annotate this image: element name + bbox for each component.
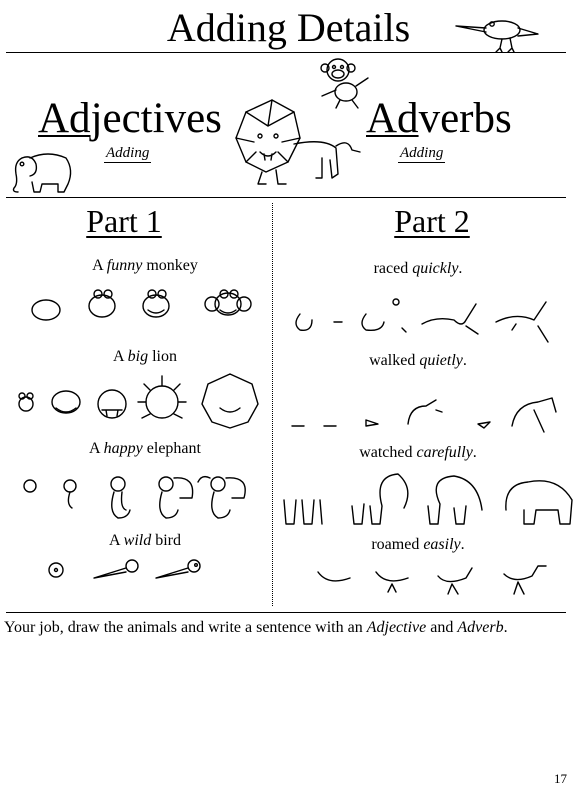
adverbs-rest: verbs	[418, 95, 512, 142]
adjectives-lead: Ad	[38, 95, 91, 142]
adjectives-subtitle: Adding	[106, 145, 150, 161]
footer-rule	[6, 612, 566, 613]
adverbs-lead: Ad	[366, 95, 419, 142]
part2-row-1-caption: raced quickly.	[373, 260, 463, 277]
part2-row-2-caption: walked quietly.	[369, 352, 467, 369]
roamed-steps	[312, 562, 550, 598]
part1-row-1-caption: A funny monkey	[92, 257, 198, 274]
bird-icon	[452, 10, 542, 52]
adjectives-rest: jectives	[90, 95, 222, 142]
title-rule	[6, 52, 566, 53]
bird-steps	[44, 558, 214, 582]
lion-icon	[236, 98, 370, 190]
adjectives-heading	[38, 94, 222, 143]
watched-steps	[278, 470, 576, 530]
part2-heading: Part 2	[394, 203, 470, 239]
elephant-icon	[8, 148, 74, 196]
part1-heading: Part 1	[86, 203, 162, 239]
instruction-text: Your job, draw the animals and write a sentence with an Adjective and Adverb.	[4, 619, 508, 636]
column-divider	[272, 203, 273, 606]
part1-row-3-caption: A happy elephant	[89, 440, 201, 457]
part2-row-3-caption: watched carefully.	[359, 444, 477, 461]
part1-row-4-caption: A wild bird	[108, 532, 181, 549]
part2-row-4-caption: roamed easily.	[371, 536, 465, 553]
adverbs-subtitle: Adding	[400, 145, 444, 161]
part1-row-2-caption: A big lion	[112, 348, 177, 365]
elephant-steps	[18, 468, 260, 524]
page-title: Adding Details	[166, 5, 411, 50]
page-number: 17	[554, 771, 567, 786]
lion-steps	[12, 368, 266, 430]
walked-steps	[286, 392, 576, 438]
adverbs-heading	[366, 94, 512, 143]
monkey-steps	[22, 282, 262, 322]
raced-steps	[286, 290, 576, 352]
header-rule	[6, 197, 566, 198]
